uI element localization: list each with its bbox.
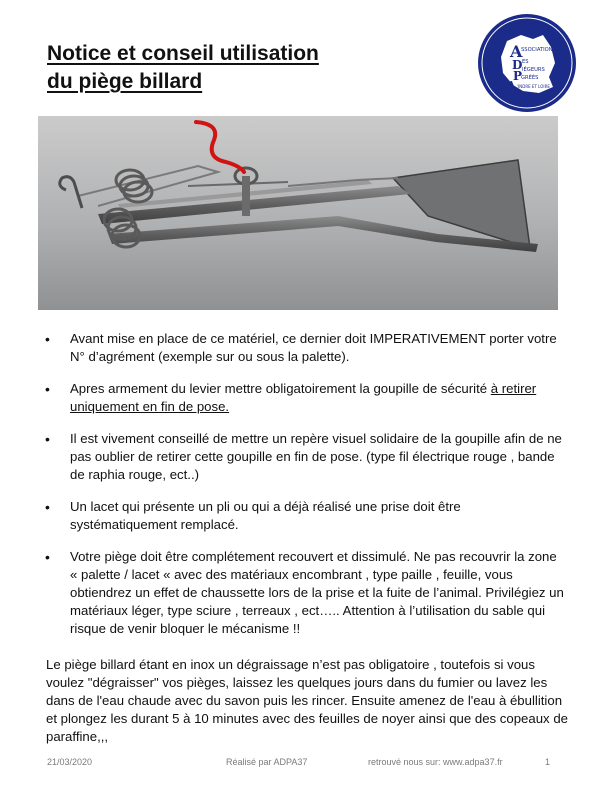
logo-word-3: IÉGEURS xyxy=(522,67,545,73)
list-item-text: Un lacet qui présente un pli ou qui a déjà réalisé une prise doit être systématiquement remplacé. xyxy=(70,499,461,532)
association-logo xyxy=(477,13,577,113)
list-item-text: Avant mise en place de ce matériel, ce dernier doit IMPERATIVEMENT porter votre N° d’agrément (exemple sur ou sous la palette). xyxy=(70,331,557,364)
footer-date: 21/03/2020 xyxy=(47,757,93,767)
footer-page-number: 1 xyxy=(545,757,551,767)
logo-word-5: 'INDRE ET LOIRE xyxy=(517,84,550,89)
title-line-1: Notice et conseil utilisation xyxy=(47,42,319,65)
list-item xyxy=(45,330,565,366)
list-item-text: Apres armement du levier mettre obligatoirement la goupille de sécurité xyxy=(70,381,491,396)
list-item-text: Il est vivement conseillé de mettre un repère visuel solidaire de la goupille afin de ne pas oublier de retirer cette goupille en fin de pose. (type fil électrique rouge , bande de raphia rouge, ect..) xyxy=(70,431,562,482)
list-item xyxy=(45,498,565,534)
footer-author: Réalisé par ADPA37 xyxy=(226,757,308,767)
logo-letter-d: D xyxy=(512,58,523,72)
logo-letter-a: A xyxy=(510,42,523,61)
logo-word-2: ES xyxy=(522,59,529,65)
degreasing-paragraph: Le piège billard étant en inox un dégraissage n’est pas obligatoire , toutefois si vous voulez "dégraisser" vos pièges, laissez les quelques jours dans du fumier ou lavez les dans de l'eau chaude avec du savon puis les rincer. Ensuite amenez de l'eau à ébullition et plongez les durant 5 à 10 minutes avec des feuilles de noyer ainsi que des copeaux de paraffine,,, xyxy=(46,657,568,744)
instruction-list xyxy=(45,330,565,652)
list-item-underlined-text: à retirer uniquement en fin de pose. xyxy=(70,381,537,414)
list-item xyxy=(45,430,565,484)
list-item-text: Votre piège doit être complétement recouvert et dissimulé. Ne pas recouvrir la zone « palette / lacet « avec des matériaux encombrant , type paille , feuille, vous obtiendrez un effet de chaussette lors de la prise et la fuite de l’animal. Privilégiez un matériaux léger, type sciure , terreaux , ect….. Attention à l’utilisation du sable qui risque de venir bloquer le mécanisme !! xyxy=(70,549,564,636)
trap-photo xyxy=(38,116,558,310)
title-line-2: du piège billard xyxy=(47,70,203,93)
footer-website: retrouvé nous sur: www.adpa37.fr xyxy=(368,757,503,767)
logo-letter-a2: A xyxy=(507,79,516,92)
footer xyxy=(0,757,600,771)
page-title xyxy=(47,40,319,96)
logo-word-1: SSOCIATION xyxy=(521,47,553,53)
list-item xyxy=(45,380,565,416)
list-item xyxy=(45,548,565,638)
logo-word-4: GRÉÉS xyxy=(521,75,539,81)
logo-letter-p: P xyxy=(513,69,523,83)
